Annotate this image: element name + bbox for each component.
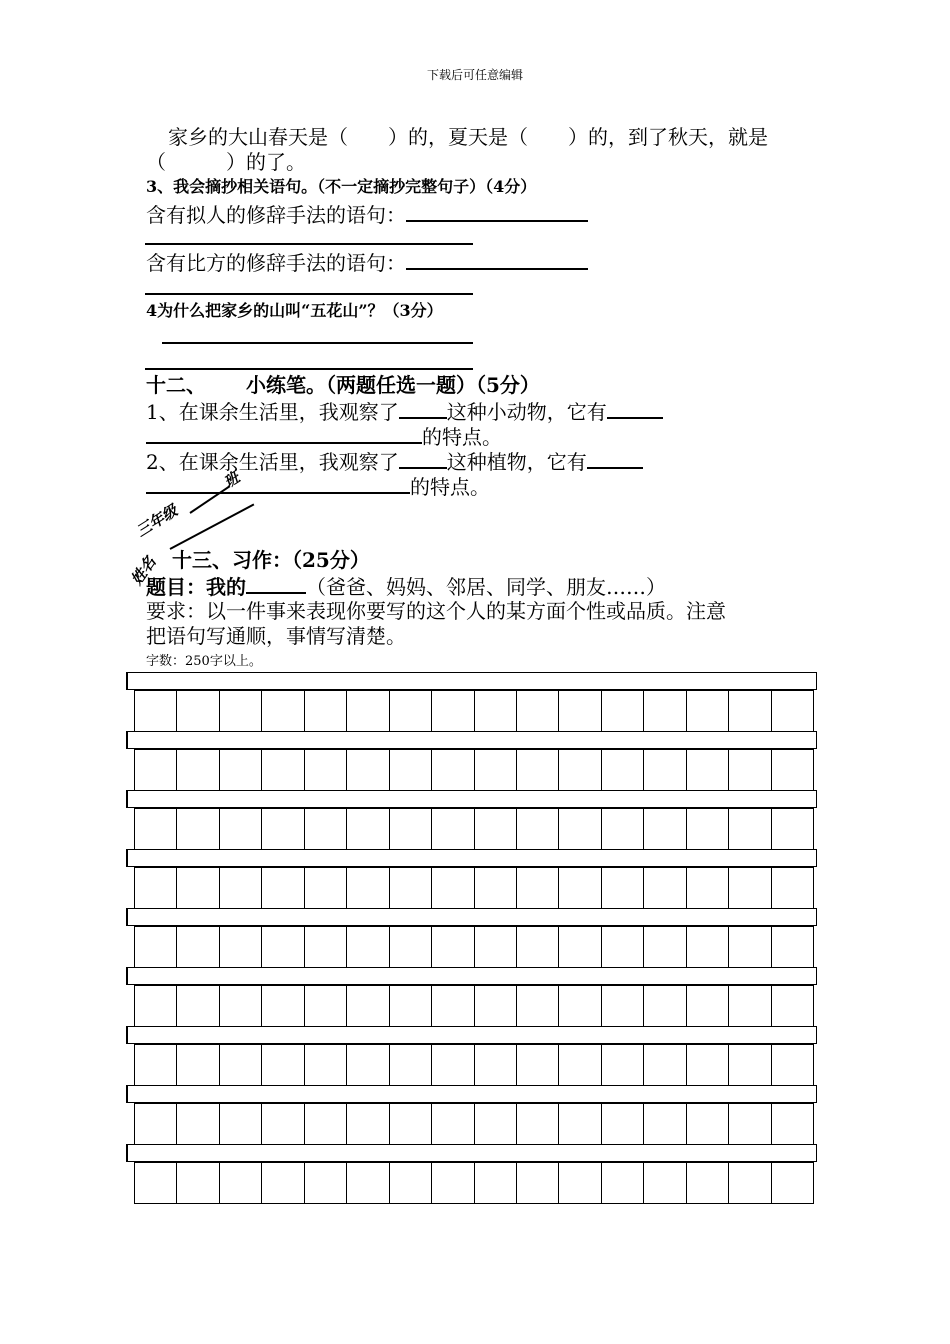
grid-cell[interactable] [644,1104,686,1144]
q3-metaphor-row [146,250,588,275]
grid-cell[interactable] [220,691,262,731]
grid-cell[interactable] [517,927,559,967]
grid-cell[interactable] [220,809,262,849]
grid-cell[interactable] [644,691,686,731]
grid-cell[interactable] [602,750,644,790]
grid-cell[interactable] [432,1104,474,1144]
grid-cell[interactable] [517,1045,559,1085]
grid-cell[interactable] [772,868,813,908]
grid-cell[interactable] [517,1104,559,1144]
grid-cell[interactable] [390,986,432,1026]
grid-cell[interactable] [644,1045,686,1085]
s13-requirement-line1: 要求：以一件事来表现你要写的这个人的某方面个性或品质。注意 [146,599,726,623]
grid-cell[interactable] [347,1045,389,1085]
s13-topic-blank[interactable] [246,574,306,594]
grid-spacer-row [126,967,817,985]
grid-cell[interactable] [772,1045,813,1085]
grid-cell[interactable] [687,691,729,731]
grid-cell[interactable] [432,1045,474,1085]
grid-cell[interactable] [559,691,601,731]
grid-cell[interactable] [432,750,474,790]
grid-cell[interactable] [729,750,771,790]
grid-cell[interactable] [517,809,559,849]
grid-cell[interactable] [305,986,347,1026]
s12-item2-text-c: 的特点。 [410,475,490,499]
grid-cell[interactable] [305,1045,347,1085]
s12-item2-row2 [146,474,490,499]
grid-cell[interactable] [135,1045,177,1085]
grid-cell[interactable] [177,1104,219,1144]
grid-cell[interactable] [475,927,517,967]
grid-cell[interactable] [135,1104,177,1144]
grid-cell[interactable] [687,809,729,849]
binding-class-label: 班 [220,468,243,492]
grid-row [134,926,814,968]
grid-row [134,749,814,791]
grid-cell[interactable] [602,1163,644,1203]
s12-item1-text-c: 的特点。 [422,425,502,449]
grid-cell[interactable] [390,868,432,908]
grid-cell[interactable] [602,691,644,731]
grid-cell[interactable] [305,1163,347,1203]
grid-cell[interactable] [347,1163,389,1203]
q3-personification-label: 含有拟人的修辞手法的语句： [146,203,406,227]
grid-cell[interactable] [135,1163,177,1203]
grid-cell[interactable] [305,750,347,790]
grid-cell[interactable] [135,691,177,731]
s13-word-count: 字数：250字以上。 [146,654,262,669]
grid-cell[interactable] [135,927,177,967]
binding-name-label: 姓名 [127,553,160,589]
grid-spacer-row [126,672,817,690]
grid-cell[interactable] [305,691,347,731]
grid-cell[interactable] [687,927,729,967]
s12-number: 十二、 [146,373,206,397]
grid-cell[interactable] [644,809,686,849]
q3-personification-blank[interactable] [406,202,588,222]
grid-cell[interactable] [390,1104,432,1144]
grid-cell[interactable] [729,1163,771,1203]
grid-cell[interactable] [177,809,219,849]
grid-cell[interactable] [517,1163,559,1203]
grid-spacer-row [126,908,817,926]
grid-spacer-row [126,731,817,749]
grid-cell[interactable] [644,1163,686,1203]
q3-personification-line2[interactable] [145,243,473,245]
s13-requirement-line2: 把语句写通顺，事情写清楚。 [146,624,406,648]
grid-cell[interactable] [305,809,347,849]
grid-cell[interactable] [559,809,601,849]
grid-cell[interactable] [220,868,262,908]
grid-cell[interactable] [687,868,729,908]
s12-item2-text-b: 这种植物，它有 [446,450,587,474]
grid-cell[interactable] [772,691,813,731]
grid-cell[interactable] [262,691,304,731]
grid-cell[interactable] [602,1045,644,1085]
grid-cell[interactable] [347,750,389,790]
grid-cell[interactable] [475,809,517,849]
grid-cell[interactable] [475,1045,517,1085]
s12-item1-trait-blank[interactable] [607,399,663,419]
grid-cell[interactable] [687,750,729,790]
grid-cell[interactable] [262,986,304,1026]
grid-row [134,1103,814,1145]
grid-cell[interactable] [517,750,559,790]
grid-cell[interactable] [475,1163,517,1203]
grid-cell[interactable] [305,927,347,967]
grid-cell[interactable] [772,750,813,790]
grid-cell[interactable] [390,1163,432,1203]
grid-cell[interactable] [390,691,432,731]
s13-topic-options: （爸爸、妈妈、邻居、同学、朋友……） [306,575,666,599]
grid-cell[interactable] [729,809,771,849]
q4-title: 4为什么把家乡的山叫“五花山”？（3分） [146,301,443,320]
grid-cell[interactable] [220,750,262,790]
s12-item2-trait-blank2[interactable] [146,474,410,494]
grid-cell[interactable] [177,927,219,967]
grid-cell[interactable] [262,1163,304,1203]
grid-cell[interactable] [390,1045,432,1085]
grid-cell[interactable] [135,809,177,849]
s12-item2-plant-blank[interactable] [399,449,447,469]
grid-cell[interactable] [305,868,347,908]
s12-item2-row [146,449,643,474]
grid-cell[interactable] [432,691,474,731]
grid-cell[interactable] [729,868,771,908]
grid-cell[interactable] [390,809,432,849]
grid-cell[interactable] [220,1045,262,1085]
grid-cell[interactable] [687,1163,729,1203]
grid-cell[interactable] [390,750,432,790]
grid-cell[interactable] [475,691,517,731]
page-header-note: 下载后可任意编辑 [426,68,523,82]
grid-row [134,690,814,732]
s12-item2-text-a: 2、在课余生活里，我观察了 [146,450,399,474]
grid-cell[interactable] [602,986,644,1026]
grid-cell[interactable] [602,927,644,967]
grid-row [134,985,814,1027]
grid-row [134,867,814,909]
grid-cell[interactable] [602,868,644,908]
grid-cell[interactable] [517,986,559,1026]
grid-cell[interactable] [687,986,729,1026]
grid-cell[interactable] [177,986,219,1026]
grid-row [134,808,814,850]
grid-cell[interactable] [220,1104,262,1144]
s12-item1-text-a: 1、在课余生活里，我观察了 [146,400,399,424]
grid-cell[interactable] [347,868,389,908]
grid-cell[interactable] [347,1104,389,1144]
grid-cell[interactable] [262,868,304,908]
grid-cell[interactable] [517,691,559,731]
grid-cell[interactable] [305,1104,347,1144]
s12-item1-row2 [146,424,502,449]
grid-cell[interactable] [432,868,474,908]
grid-cell[interactable] [772,927,813,967]
grid-cell[interactable] [432,1163,474,1203]
grid-cell[interactable] [390,927,432,967]
s12-item1-trait-blank2[interactable] [146,424,422,444]
s12-item1-animal-blank[interactable] [399,399,447,419]
grid-cell[interactable] [772,1163,813,1203]
grid-cell[interactable] [432,809,474,849]
grid-spacer-row [126,1026,817,1044]
grid-cell[interactable] [772,1104,813,1144]
grid-cell[interactable] [559,927,601,967]
q3-personification-row [146,202,588,227]
grid-cell[interactable] [262,1045,304,1085]
grid-cell[interactable] [347,986,389,1026]
q4-answer-line1[interactable] [162,342,473,344]
grid-cell[interactable] [644,868,686,908]
grid-cell[interactable] [432,927,474,967]
grid-cell[interactable] [220,1163,262,1203]
grid-spacer-row [126,790,817,808]
grid-cell[interactable] [475,750,517,790]
grid-cell[interactable] [729,691,771,731]
mountain-fill-line2: （ ）的了。 [146,150,306,174]
grid-cell[interactable] [602,809,644,849]
mountain-fill-line1: 家乡的大山春天是（ ）的，夏天是（ ）的，到了秋天，就是 [168,125,768,149]
grid-cell[interactable] [644,986,686,1026]
grid-cell[interactable] [772,809,813,849]
grid-spacer-row [126,1144,817,1162]
s12-item1-row [146,399,663,424]
grid-cell[interactable] [262,1104,304,1144]
grid-cell[interactable] [177,691,219,731]
grid-cell[interactable] [177,868,219,908]
grid-cell[interactable] [475,868,517,908]
q3-title: 3、我会摘抄相关语句。（不一定摘抄完整句子）（4分） [146,177,537,196]
grid-cell[interactable] [729,1104,771,1144]
grid-cell[interactable] [687,1104,729,1144]
grid-cell[interactable] [644,927,686,967]
grid-cell[interactable] [262,809,304,849]
grid-cell[interactable] [347,927,389,967]
grid-cell[interactable] [559,1163,601,1203]
grid-cell[interactable] [432,986,474,1026]
q3-metaphor-label: 含有比方的修辞手法的语句： [146,251,406,275]
grid-cell[interactable] [687,1045,729,1085]
grid-cell[interactable] [559,750,601,790]
grid-spacer-row [126,849,817,867]
grid-cell[interactable] [772,986,813,1026]
grid-cell[interactable] [475,986,517,1026]
grid-cell[interactable] [729,1045,771,1085]
grid-row [134,1044,814,1086]
grid-cell[interactable] [559,1104,601,1144]
grid-cell[interactable] [347,691,389,731]
s13-title: 十三、习作：（25分） [172,548,370,572]
grid-cell[interactable] [559,986,601,1026]
s13-topic-row [146,574,666,599]
binding-name-line[interactable] [170,504,255,550]
grid-cell[interactable] [644,750,686,790]
grid-cell[interactable] [177,1045,219,1085]
grid-cell[interactable] [262,927,304,967]
writing-grid [126,672,816,1202]
grid-cell[interactable] [729,927,771,967]
grid-cell[interactable] [347,809,389,849]
s12-item2-trait-blank[interactable] [587,449,643,469]
s13-topic-label: 题目：我的 [146,575,246,599]
grid-cell[interactable] [135,986,177,1026]
grid-cell[interactable] [177,1163,219,1203]
s12-item1-text-b: 这种小动物，它有 [446,400,607,424]
grid-spacer-row [126,1085,817,1103]
q3-metaphor-blank[interactable] [406,250,588,270]
grid-cell[interactable] [517,868,559,908]
grid-row [134,1162,814,1204]
grid-cell[interactable] [135,750,177,790]
grid-cell[interactable] [135,868,177,908]
grid-cell[interactable] [220,927,262,967]
grid-cell[interactable] [559,868,601,908]
grid-cell[interactable] [602,1104,644,1144]
q3-metaphor-line2[interactable] [145,293,473,295]
grid-cell[interactable] [220,986,262,1026]
s12-title: 小练笔。（两题任选一题）（5分） [246,373,540,397]
binding-grade-label: 三年级 [132,501,181,541]
grid-cell[interactable] [262,750,304,790]
q4-answer-line2[interactable] [145,368,473,370]
grid-cell[interactable] [475,1104,517,1144]
grid-cell[interactable] [729,986,771,1026]
grid-cell[interactable] [177,750,219,790]
grid-cell[interactable] [559,1045,601,1085]
